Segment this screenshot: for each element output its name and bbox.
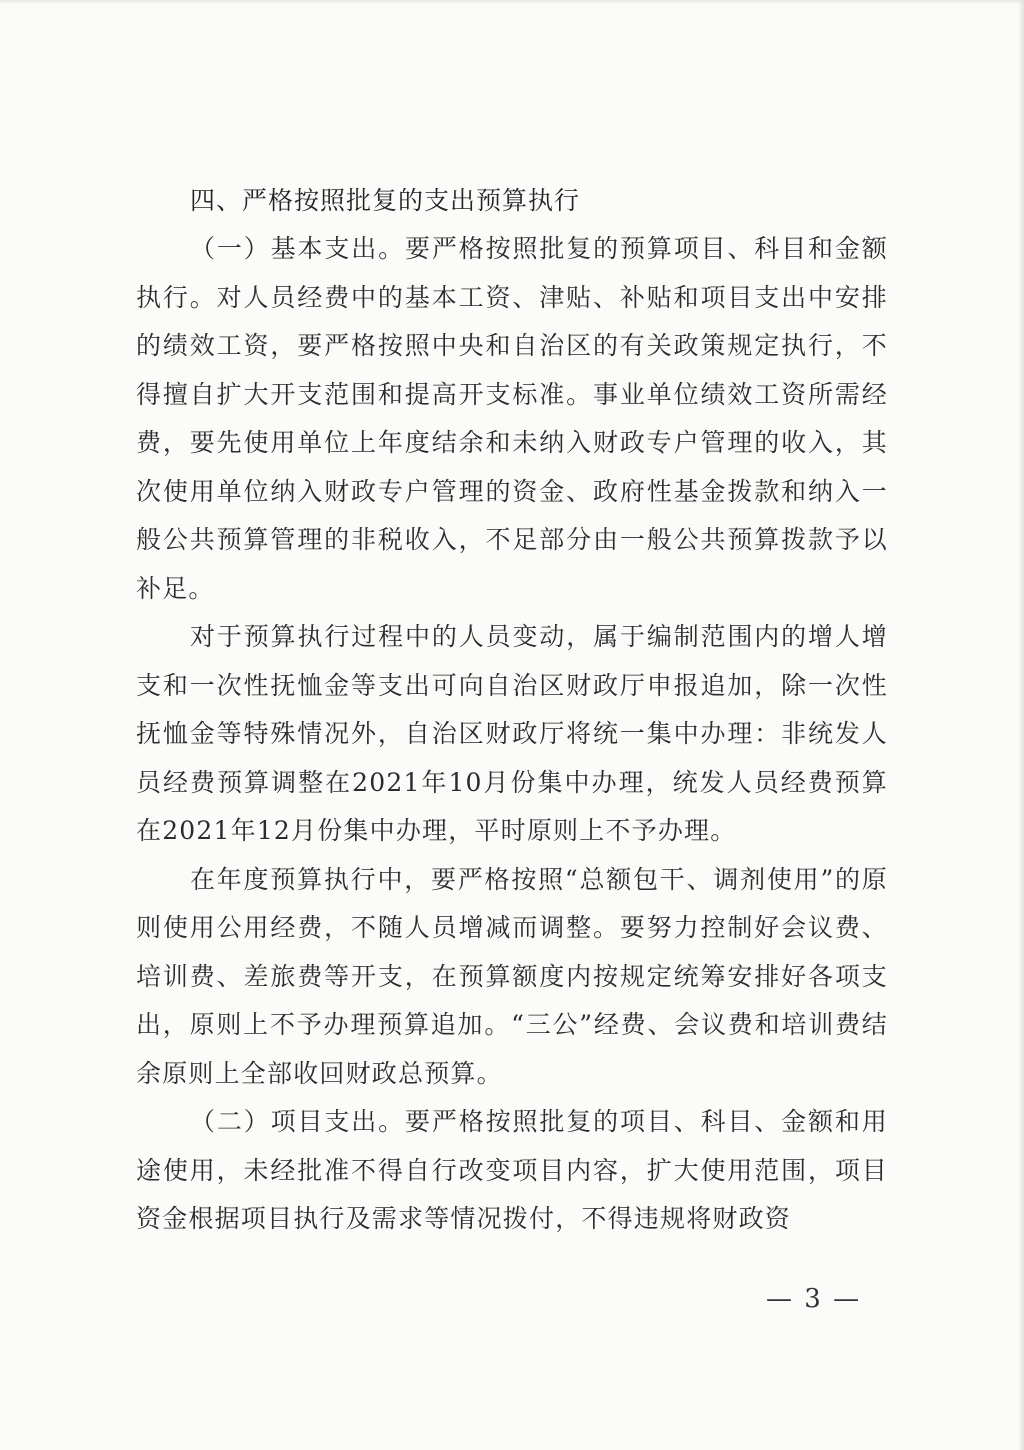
- paragraph-public-expenses: 在年度预算执行中，要严格按照“总额包干、调剂使用”的原则使用公用经费，不随人员增减而调整。要努力控制好会议费、培训费、差旅费等开支，在预算额度内按规定统筹安排好各项支出，原则上不予办理预算追加。“三公”经费、会议费和培训费结余原则上全部收回财政总预算。: [136, 864, 888, 1088]
- page-number: — 3 —: [766, 1284, 862, 1314]
- paragraph-personnel-changes: 对于预算执行过程中的人员变动，属于编制范围内的增人增支和一次性抚恤金等支出可向自治区财政厅申报追加，除一次性抚恤金等特殊情况外，自治区财政厅将统一集中办理：非统发人员经费预算调整在2021年10月份集中办理，统发人员经费预算在2021年12月份集中办理，平时原则上不予办理。: [136, 622, 888, 845]
- section-heading: 四、严格按照批复的支出预算执行: [190, 186, 581, 215]
- paragraph-basic-expenditure: （一）基本支出。要严格按照批复的预算项目、科目和金额执行。对人员经费中的基本工资、津贴、补贴和项目支出中安排的绩效工资，要严格按照中央和自治区的有关政策规定执行，不得擅自扩大开支范围和提高开支标准。事业单位绩效工资所需经费，要先使用单位上年度结余和未纳入财政专户管理的收入，其次使用单位纳入财政专户管理的资金、政府性基金拨款和纳入一般公共预算管理的非税收入，不足部分由一般公共预算拨款予以补足。: [136, 234, 888, 603]
- scan-edge-right: [1018, 0, 1024, 1450]
- document-body: [136, 176, 888, 1244]
- paragraph-project-expenditure: （二）项目支出。要严格按照批复的项目、科目、金额和用途使用，未经批准不得自行改变项目内容，扩大使用范围，项目资金根据项目执行及需求等情况拨付，不得违规将财政资: [136, 1107, 888, 1233]
- scan-edge-top: [0, 0, 1024, 4]
